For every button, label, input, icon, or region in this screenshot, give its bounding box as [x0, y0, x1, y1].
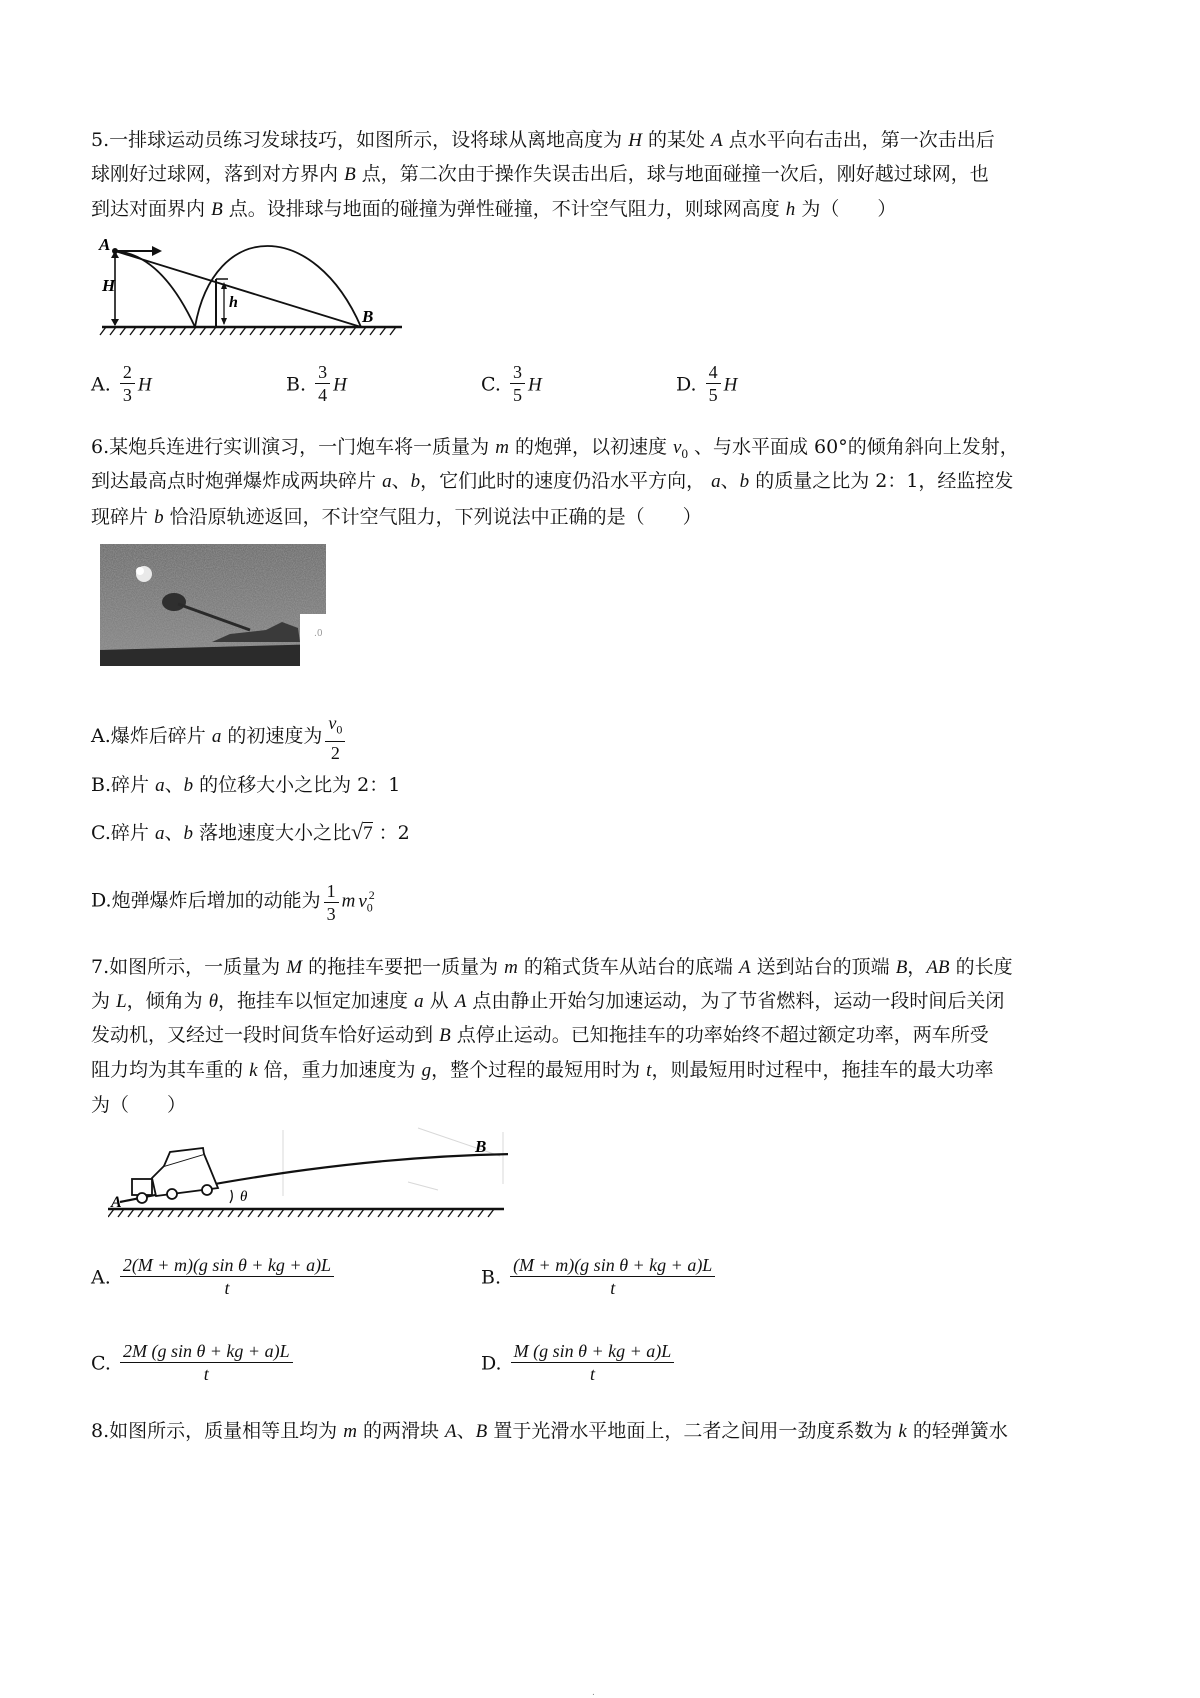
text: 点，第二次由于操作失误击出后，球与地面碰撞一次后，刚好越过球网，也	[361, 163, 989, 185]
artillery-photo	[100, 544, 330, 670]
truck-ramp-diagram	[108, 1126, 508, 1222]
q7-option-a[interactable]	[91, 1256, 337, 1301]
var-b: b	[154, 507, 164, 528]
text: 的位移大小之比为 2：1	[199, 774, 401, 796]
numerator: 3	[510, 361, 525, 384]
numerator: 3	[315, 361, 330, 384]
text: 为（ ）	[801, 198, 897, 220]
text: A.爆炸后碎片	[91, 724, 206, 747]
q5-line-1	[91, 129, 995, 152]
var-H: H	[333, 374, 347, 396]
fraction	[325, 712, 345, 764]
var-B: B	[211, 199, 223, 220]
numerator: 1	[324, 880, 339, 903]
denominator: 2	[330, 742, 340, 763]
text: 的初速度为	[227, 724, 323, 747]
text: ，它们此时的速度仍沿水平方向，	[420, 470, 706, 492]
var-H: H	[628, 130, 642, 151]
q7-option-d[interactable]	[481, 1342, 677, 1387]
text: 5.一排球运动员练习发球技巧，如图所示，设将球从离地高度为	[91, 129, 623, 151]
text: 的质量之比为 2：1，经监控发	[755, 470, 1014, 492]
trajectory-arc	[195, 246, 361, 327]
label-B: B	[475, 1137, 487, 1156]
trajectory-bounce	[115, 251, 195, 327]
numerator: (M + m)(g sin θ + kg + a)L	[510, 1254, 715, 1277]
var-b: b	[183, 823, 193, 844]
text: 的拖挂车要把一质量为	[308, 956, 499, 978]
superscript: 2	[368, 888, 375, 903]
fraction	[120, 1254, 334, 1299]
var-b: b	[739, 471, 750, 492]
truck-icon	[132, 1148, 218, 1203]
var-k: k	[898, 1421, 907, 1442]
var-a: a	[155, 775, 165, 796]
fraction	[324, 880, 339, 925]
var-B: B	[475, 1421, 488, 1442]
fraction	[120, 361, 135, 406]
text: C.碎片	[91, 822, 149, 844]
text: ，	[907, 956, 927, 978]
text: 现碎片	[91, 506, 149, 528]
var-b: b	[183, 775, 194, 796]
text: 从	[429, 990, 449, 1012]
text: ，则最短用时过程中，拖挂车的最大功率	[651, 1059, 994, 1081]
text: ，整个过程的最短用时为	[431, 1059, 641, 1081]
var-k: k	[249, 1060, 258, 1081]
text: 的两滑块	[362, 1420, 439, 1442]
denominator: 3	[122, 385, 132, 405]
fraction	[120, 1340, 293, 1385]
denominator: 5	[512, 385, 522, 405]
text: 、与水平面成 60°的倾角斜向上发射，	[694, 436, 1019, 458]
text: 7.如图所示，一质量为	[91, 956, 281, 978]
text: 球刚好过球网，落到对方界内	[91, 163, 339, 185]
text: 点由静止开始匀加速运动，为了节省燃料，运动一段时间后关闭	[472, 990, 1005, 1012]
var-m: m	[341, 890, 356, 912]
text: 、	[164, 822, 184, 844]
denominator: t	[589, 1364, 595, 1384]
label-A: A	[99, 235, 111, 254]
var-A: A	[445, 1421, 457, 1442]
q6-option-c[interactable]	[91, 821, 410, 845]
text: ，倾角为	[126, 990, 203, 1012]
svg-text:.0: .0	[314, 629, 323, 639]
option-letter: A.	[91, 373, 111, 396]
text: 送到站台的顶端	[756, 956, 890, 978]
text: 阻力均为其车重的	[91, 1059, 244, 1081]
var-a: a	[211, 725, 222, 747]
numerator: 4	[706, 361, 721, 384]
q6-line-2	[91, 470, 1013, 493]
volleyball-diagram	[96, 234, 408, 340]
q5-option-c[interactable]	[481, 363, 542, 408]
text: 到达对面界内	[91, 198, 206, 220]
q6-option-a[interactable]	[91, 711, 348, 763]
denominator: 3	[326, 904, 336, 924]
option-letter: D.	[481, 1352, 502, 1375]
radicand: 7	[363, 823, 373, 844]
numerator: 2M (g sin θ + kg + a)L	[120, 1340, 293, 1363]
trajectory-direct	[115, 251, 361, 327]
text: 的长度	[955, 956, 1013, 978]
sqrt-icon: √	[351, 819, 364, 844]
var-A: A	[738, 957, 751, 978]
q6-line-3	[91, 506, 702, 529]
q5-line-2	[91, 163, 989, 186]
text: B.碎片	[91, 774, 150, 796]
q8-line-1	[91, 1420, 1008, 1443]
text: 、	[391, 470, 411, 492]
text: 、	[164, 774, 184, 796]
var-b: b	[410, 471, 421, 492]
q5-option-d[interactable]	[676, 363, 737, 408]
q6-option-b[interactable]	[91, 774, 400, 797]
var-B: B	[439, 1025, 451, 1046]
q7-line-2	[91, 990, 1004, 1013]
var-theta: θ	[208, 991, 219, 1012]
option-letter: A.	[91, 1266, 111, 1289]
q6-line-1	[91, 436, 1019, 465]
var-m: m	[495, 437, 509, 458]
q7-line-5	[91, 1094, 186, 1116]
text: 8.如图所示，质量相等且均为	[91, 1420, 338, 1442]
label-h: h	[229, 294, 238, 311]
text: 恰沿原轨迹返回，不计空气阻力，下列说法中正确的是（ ）	[169, 506, 702, 528]
text: 为	[91, 990, 111, 1012]
var-a: a	[414, 991, 424, 1012]
var-h: h	[785, 199, 796, 220]
q7-option-c[interactable]	[91, 1342, 296, 1387]
var-H: H	[527, 374, 542, 396]
label-theta: θ	[240, 1189, 248, 1205]
text: 点水平向右击出，第一次击出后	[728, 129, 995, 151]
var-g: g	[421, 1060, 432, 1081]
var-H: H	[137, 374, 152, 396]
q5-line-3	[91, 198, 896, 221]
option-letter: C.	[481, 373, 501, 396]
var-A: A	[454, 991, 467, 1012]
q5-option-a[interactable]	[91, 363, 152, 408]
denominator: 4	[318, 385, 328, 405]
numerator: 2	[120, 361, 135, 384]
var-B: B	[344, 164, 356, 185]
var-H: H	[723, 374, 738, 396]
label-A: A	[111, 1194, 122, 1211]
text: 6.某炮兵连进行实训演习，一门炮车将一质量为	[91, 436, 490, 458]
q7-line-3	[91, 1024, 989, 1047]
fraction	[315, 361, 330, 406]
text: D.炮弹爆炸后增加的动能为	[91, 889, 321, 912]
denominator: t	[203, 1364, 209, 1384]
option-letter: D.	[676, 373, 697, 396]
text: 落地速度大小之比	[199, 822, 352, 844]
fraction	[510, 361, 525, 406]
option-letter: C.	[91, 1352, 111, 1375]
var-L: L	[116, 991, 127, 1012]
text: 的轻弹簧水	[912, 1420, 1008, 1442]
var-a: a	[711, 471, 721, 492]
denominator: 5	[708, 385, 718, 405]
text: 倍，重力加速度为	[263, 1059, 416, 1081]
var-m: m	[343, 1421, 357, 1442]
var-a: a	[382, 471, 392, 492]
text: 的炮弹，以初速度	[514, 436, 667, 458]
text: 到达最高点时炮弹爆炸成两块碎片	[91, 470, 377, 492]
text: 的某处	[647, 129, 705, 151]
subscript: 0	[366, 900, 373, 915]
q7-line-1	[91, 956, 1013, 979]
q7-line-4	[91, 1059, 993, 1082]
text: ：2	[378, 822, 410, 844]
text: 、	[720, 470, 740, 492]
fraction	[706, 361, 721, 406]
option-letter: B.	[286, 373, 307, 396]
denominator: t	[610, 1278, 616, 1298]
text: 点。设排球与地面的碰撞为弹性碰撞，不计空气阻力，则球网高度	[228, 198, 780, 220]
text: 的箱式货车从站台的底端	[523, 956, 733, 978]
text: 发动机，又经过一段时间货车恰好运动到	[91, 1024, 434, 1046]
var-a: a	[154, 823, 165, 844]
numerator: 2(M + m)(g sin θ + kg + a)L	[120, 1254, 334, 1277]
text: 置于光滑水平地面上，二者之间用一劲度系数为	[493, 1420, 893, 1442]
fraction	[510, 1254, 715, 1299]
var-AB: AB	[926, 957, 950, 978]
text: 、	[456, 1420, 476, 1442]
text: ，拖挂车以恒定加速度	[218, 990, 409, 1012]
page-footer-mark: .	[592, 1688, 595, 1698]
q5-option-b[interactable]	[286, 363, 347, 408]
numerator: v	[328, 713, 337, 733]
q6-option-d[interactable]	[91, 879, 379, 924]
q7-option-b[interactable]	[481, 1256, 718, 1301]
denominator: t	[224, 1278, 230, 1298]
fraction	[511, 1340, 675, 1385]
var-A: A	[711, 130, 723, 151]
text: 为（ ）	[91, 1094, 187, 1116]
var-m: m	[504, 957, 518, 978]
subscript: 0	[336, 722, 343, 737]
numerator: M (g sin θ + kg + a)L	[511, 1340, 675, 1363]
var-B: B	[895, 957, 908, 978]
var-v: v	[358, 890, 367, 912]
subscript: 0	[681, 445, 688, 461]
label-B: B	[362, 307, 374, 326]
label-H: H	[102, 276, 116, 295]
text: 点停止运动。已知拖挂车的功率始终不超过额定功率，两车所受	[456, 1024, 989, 1046]
var-M: M	[286, 957, 303, 978]
var-v0: v	[673, 437, 682, 458]
option-letter: B.	[481, 1266, 502, 1289]
var-t: t	[646, 1060, 652, 1081]
